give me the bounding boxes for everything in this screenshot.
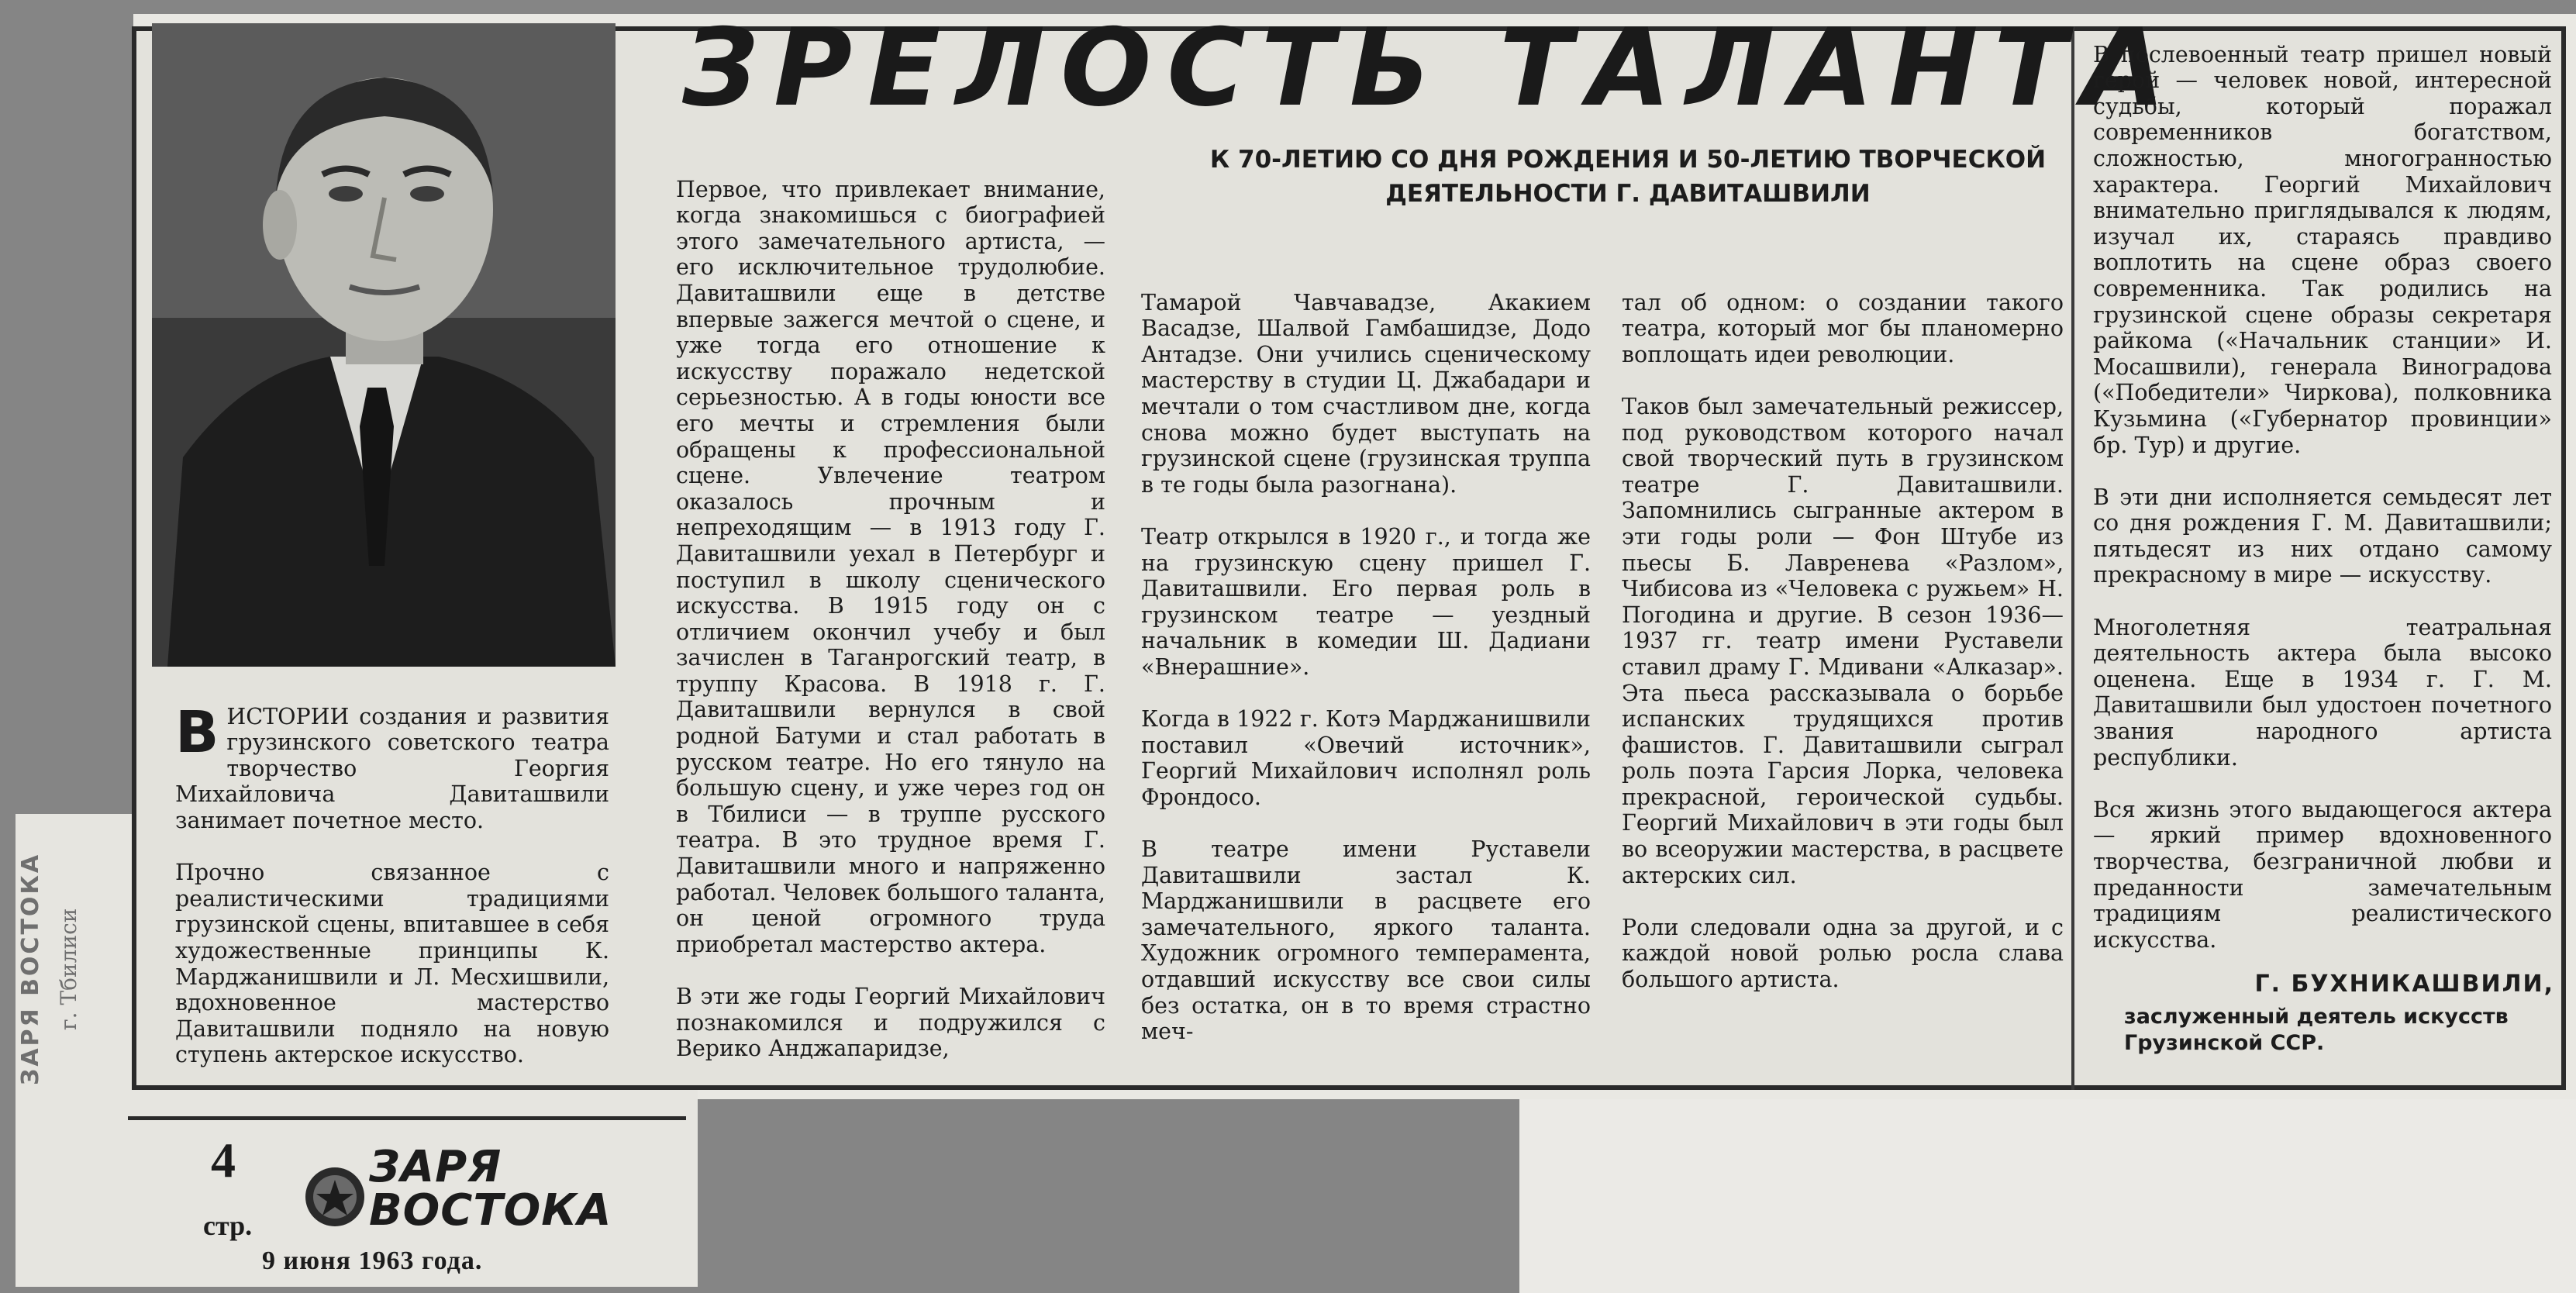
masthead-rule: [128, 1116, 686, 1120]
portrait-photo: [152, 23, 616, 667]
column-1: [175, 678, 609, 1073]
paragraph: В театре имени Руставели Давиташвили застал К. Марджанишвили в расцвете его замечательного, яркого таланта. Художник огромного темперамента, отдавший искусству все свои силы без остатка, он в то время страстно меч-: [1141, 836, 1591, 1045]
article-subheadline: К 70-ЛЕТИЮ СО ДНЯ РОЖДЕНИЯ И 50-ЛЕТИЮ ТВОРЧЕСКОЙ ДЕЯТЕЛЬНОСТИ Г. ДАВИТАШВИЛИ: [1209, 146, 2047, 208]
paragraph: В эти дни исполняется семьдесят лет со дня рождения Г. М. Давиташвили; пятьдесят из них отдано самому прекрасному в мире — искусству.: [2093, 484, 2552, 588]
paragraph: Роли следовали одна за другой, и с каждой новой ролью росла слава большого артиста.: [1622, 914, 2064, 993]
article-headline: ЗРЕЛОСТЬ ТАЛАНТА: [682, 5, 2181, 130]
newspaper-name: ЗАРЯ ВОСТОКА: [369, 1142, 612, 1236]
paragraph: Когда в 1922 г. Котэ Марджанишвили поставил «Овечий источник», Георгий Михайлович исполнял роль Фрондосо.: [1141, 706, 1591, 810]
page-number: 4: [211, 1133, 236, 1188]
archive-stamp-city: г. Тбилиси: [56, 908, 81, 1030]
author-name: Г. БУХНИКАШВИЛИ,: [2254, 971, 2554, 998]
drop-cap: В: [175, 698, 219, 766]
author-title: заслуженный деятель искусств Грузинской ССР.: [2124, 1005, 2509, 1055]
paragraph: Театр открылся в 1920 г., и тогда же на грузинскую сцену пришел Г. Давиташвили. Его первая роль в грузинском театре — уездный начальник в комедии Ш. Дадиани «Внерашние».: [1141, 523, 1591, 680]
column-3: [1141, 264, 1591, 1078]
paragraph: В эти же годы Георгий Михайлович познакомился и подружился с Верико Анджапаридзе,: [676, 984, 1105, 1062]
issue-date: 9 июня 1963 года.: [262, 1246, 483, 1275]
paragraph: Таков был замечательный режиссер, под руководством которого начал свой творческий путь в грузинском театре Г. Давиташвили. Запомнились сыгранные актером в эти годы роли — Фон Штубе из пьесы Б. Лавренева «Разлом», Чибисова из «Человека с ружьем» Н. Погодина и другие. В сезон 1936—1937 гг. театр имени Руставели ставил драму Г. Мдивани «Алказар». Эта пьеса рассказывала о борьбе испанских трудящихся против фашистов. Г. Давиташвили сыграл роль поэта Гарсия Лорка, человека прекрасной, героической судьбы. Георгий Михайлович в эти годы был во всеоружии мастерства, в расцвете актерских сил.: [1622, 393, 2064, 888]
archive-stamp-newspaper: ЗАРЯ ВОСТОКА: [17, 852, 44, 1086]
paragraph: Тамарой Чавчавадзе, Акакием Васадзе, Шалвой Гамбашидзе, Додо Антадзе. Они учились сценическому мастерству в студии Ц. Джабадари и мечтали о том счастливом дне, когда снова можно будет выступать на грузинской сцене (грузинская труппа в те годы была разогнана).: [1141, 289, 1591, 498]
column-divider: [2071, 26, 2074, 1090]
paragraph: Многолетняя театральная деятельность актера была высоко оценена. Еще в 1934 г. Г. М. Давиташвили был удостоен почетного звания народного артиста республики.: [2093, 614, 2552, 771]
portrait-illustration: [152, 23, 616, 667]
paper-margin-strip: [1519, 1099, 2576, 1293]
paragraph: Вся жизнь этого выдающегося актера — яркий пример вдохновенного творчества, безграничной любви и преданности замечательным традициям реалистического искусства.: [2093, 796, 2552, 953]
lead-paragraph: ИСТОРИИ создания и развития грузинского советского театра творчество Георгия Михайловича Давиташвили занимает почетное место.: [175, 703, 609, 833]
paragraph: Прочно связанное с реалистическими традициями грузинской сцены, впитавшее в себя художественные принципы К. Марджанишвили и Л. Месхишвили, вдохновенное мастерство Давиташвили подняло на новую ступень актерское искусство.: [175, 860, 609, 1068]
paragraph: тал об одном: о создании такого театра, который мог бы планомерно воплощать идеи революции.: [1622, 289, 2064, 367]
paragraph: В послевоенный театр пришел новый герой — человек новой, интересной судьбы, который поражал современников богатством, сложностью, многогранностью характера. Георгий Михайлович внимательно приглядывался к людям, изучал их, стараясь правдиво воплотить на сцене образ своего современника. Так родились на грузинской сцене образы секретаря райкома («Начальник станции» И. Мосашвили), генерала Виноградова («Победители» Чиркова), полковника Кузьмина («Губернатор провинции» бр. Тур) и другие.: [2093, 41, 2552, 458]
column-2: [676, 150, 1105, 1078]
column-4: [1622, 264, 2064, 1078]
paragraph: Первое, что привлекает внимание, когда знакомишься с биографией этого замечательного артиста, — его исключительное трудолюбие. Давиташвили еще в детстве впервые зажегся мечтой о сцене, и уже тогда его отношение к искусству поражало недетской серьезностью. А в годы юности все его мечты и стремления были обращены к профессиональной сцене. Увлечение театром оказалось прочным и непреходящим — в 1913 году Г. Давиташвили уехал в Петербург и поступил в школу сценического искусства. В 1915 году он с отличием окончил учебу и был зачислен в Таганрогский театр, в труппу Красова. В 1918 г. Г. Давиташвили вернулся в свой родной Батуми и стал работать в русском театре. Но его тянуло на большую сцену, и уже через год он в Тбилиси — в труппе русского театра. В это трудное время Г. Давиташвили много и напряженно работал. Человек большого таланта, он ценой огромного труда приобретал мастерство актера.: [676, 176, 1105, 957]
page-label: стр.: [203, 1210, 253, 1241]
column-5: [2093, 16, 2552, 984]
